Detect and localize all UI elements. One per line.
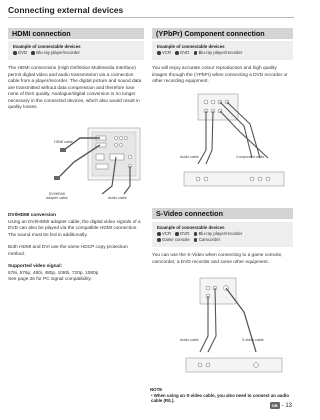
page-title: Connecting external devices (8, 5, 124, 15)
hdmi-example-box (8, 41, 144, 60)
bullet-icon (13, 51, 17, 55)
hdmi-intro-paragraph: The HDMI connections (High Definition Multimedia Interface) permit digital video and audio transmission via a connection cable from a player/recorder. The digital picture and sound data are transmitted without data compression and therefore lose none of their quality. Analogue/digital conversion is no longer necessary in the connected devices, which also would result in quality losses. (8, 66, 142, 110)
ypbpr-intro-paragraph: You will enjoy accurate colour reproduction and high quality images through the (YPbPr) when connecting a DVD recorder or other recording equipment. (152, 66, 288, 84)
svideo-device-camcorder: Camcorder (198, 237, 221, 242)
ypbpr-device-bluray: Blu-ray player/recorder (198, 50, 243, 55)
hdmi-device-bluray: Blu-ray player/recorder (36, 50, 80, 55)
hdmi-audio-cable-label: Audio cable (108, 196, 127, 200)
bullet-icon (175, 232, 179, 236)
title-divider (8, 17, 294, 18)
bullet-icon (194, 232, 198, 236)
pc-signal-reference: See page 26 for PC signal compatibility. (8, 277, 92, 282)
dvi-conversion-heading: DVI/HDMI conversion (8, 213, 57, 218)
component-cable-label: Component cable (236, 155, 265, 159)
ypbpr-section-heading: (YPbPr) Component connection (152, 28, 293, 39)
note-title: NOTE (150, 387, 163, 392)
bullet-icon (31, 51, 35, 55)
hdmi-cable-label: HDMI cable (54, 140, 73, 144)
dvi-conversion-block (8, 213, 144, 284)
page-number (270, 402, 292, 409)
ypbpr-device-vcr: VCR (162, 50, 172, 55)
ypbpr-intro-text (152, 66, 293, 86)
bullet-icon (157, 232, 161, 236)
supported-signal-heading: Supported video signal: (8, 264, 63, 269)
hdmi-section-heading: HDMI connection (8, 28, 144, 39)
page-number-text: - 13 (281, 402, 292, 409)
svideo-diagram-svg (178, 276, 288, 376)
dvi-conversion-text: Using an DVI/HDMI adapter cable, the digital video signals of a DVD can also be played via the compatible HDMI connection. The sound must be fed in additionally. (8, 219, 141, 238)
language-badge: GB (271, 403, 278, 408)
bullet-icon (194, 238, 198, 242)
bullet-icon (194, 51, 198, 55)
svideo-audio-cable-label: Audio cable (180, 338, 199, 342)
hdmi-example-title: Example of connectable devices (13, 44, 81, 49)
ypbpr-example-box (152, 41, 293, 60)
note-bullet: • (151, 392, 154, 398)
bullet-icon (157, 238, 161, 242)
svideo-cable-label: S-video cable (242, 338, 264, 342)
svideo-device-dvd: DVD (180, 231, 190, 236)
ypbpr-diagram-svg (178, 92, 288, 192)
bullet-icon (157, 51, 161, 55)
svideo-section-heading: S-Video connection (152, 208, 293, 219)
ypbpr-device-dvd: DVD (180, 50, 190, 55)
svideo-intro-text (152, 253, 293, 266)
note-text: When using an S-video cable, you also need to connect an audio cable (R/L). (151, 392, 289, 404)
hdmi-intro-text (8, 66, 144, 112)
supported-signal-list: 576i, 576p, 480i, 480p, 1080i, 720p, 1080p (8, 270, 99, 276)
dvi-adapter-cable-label: DVI/HDMI adapter cable (46, 192, 68, 200)
bullet-icon (175, 51, 179, 55)
svideo-example-box (152, 222, 293, 247)
ypbpr-example-title: Example of connectable devices (157, 44, 225, 49)
hdmi-connection-diagram (44, 124, 144, 210)
svideo-device-vcr: VCR (162, 231, 172, 236)
ypbpr-audio-cable-label: Audio cable (180, 155, 199, 159)
svideo-device-bluray: Blu-ray player/recorder (198, 231, 243, 236)
ypbpr-connection-diagram (178, 92, 288, 192)
hdmi-device-dvd: DVD (18, 50, 28, 55)
svideo-intro-paragraph: You can use the S-Video when connecting to a game console, camcorder, a DVD recorder and some other equipment. (152, 253, 283, 265)
svideo-device-game-console: Game console (162, 237, 190, 242)
svideo-example-title: Example of connectable devices (157, 225, 225, 230)
svideo-connection-diagram (178, 276, 288, 376)
hdcp-text: Both HDMI and DVI use the same HDCP copy protection method. (8, 245, 128, 257)
